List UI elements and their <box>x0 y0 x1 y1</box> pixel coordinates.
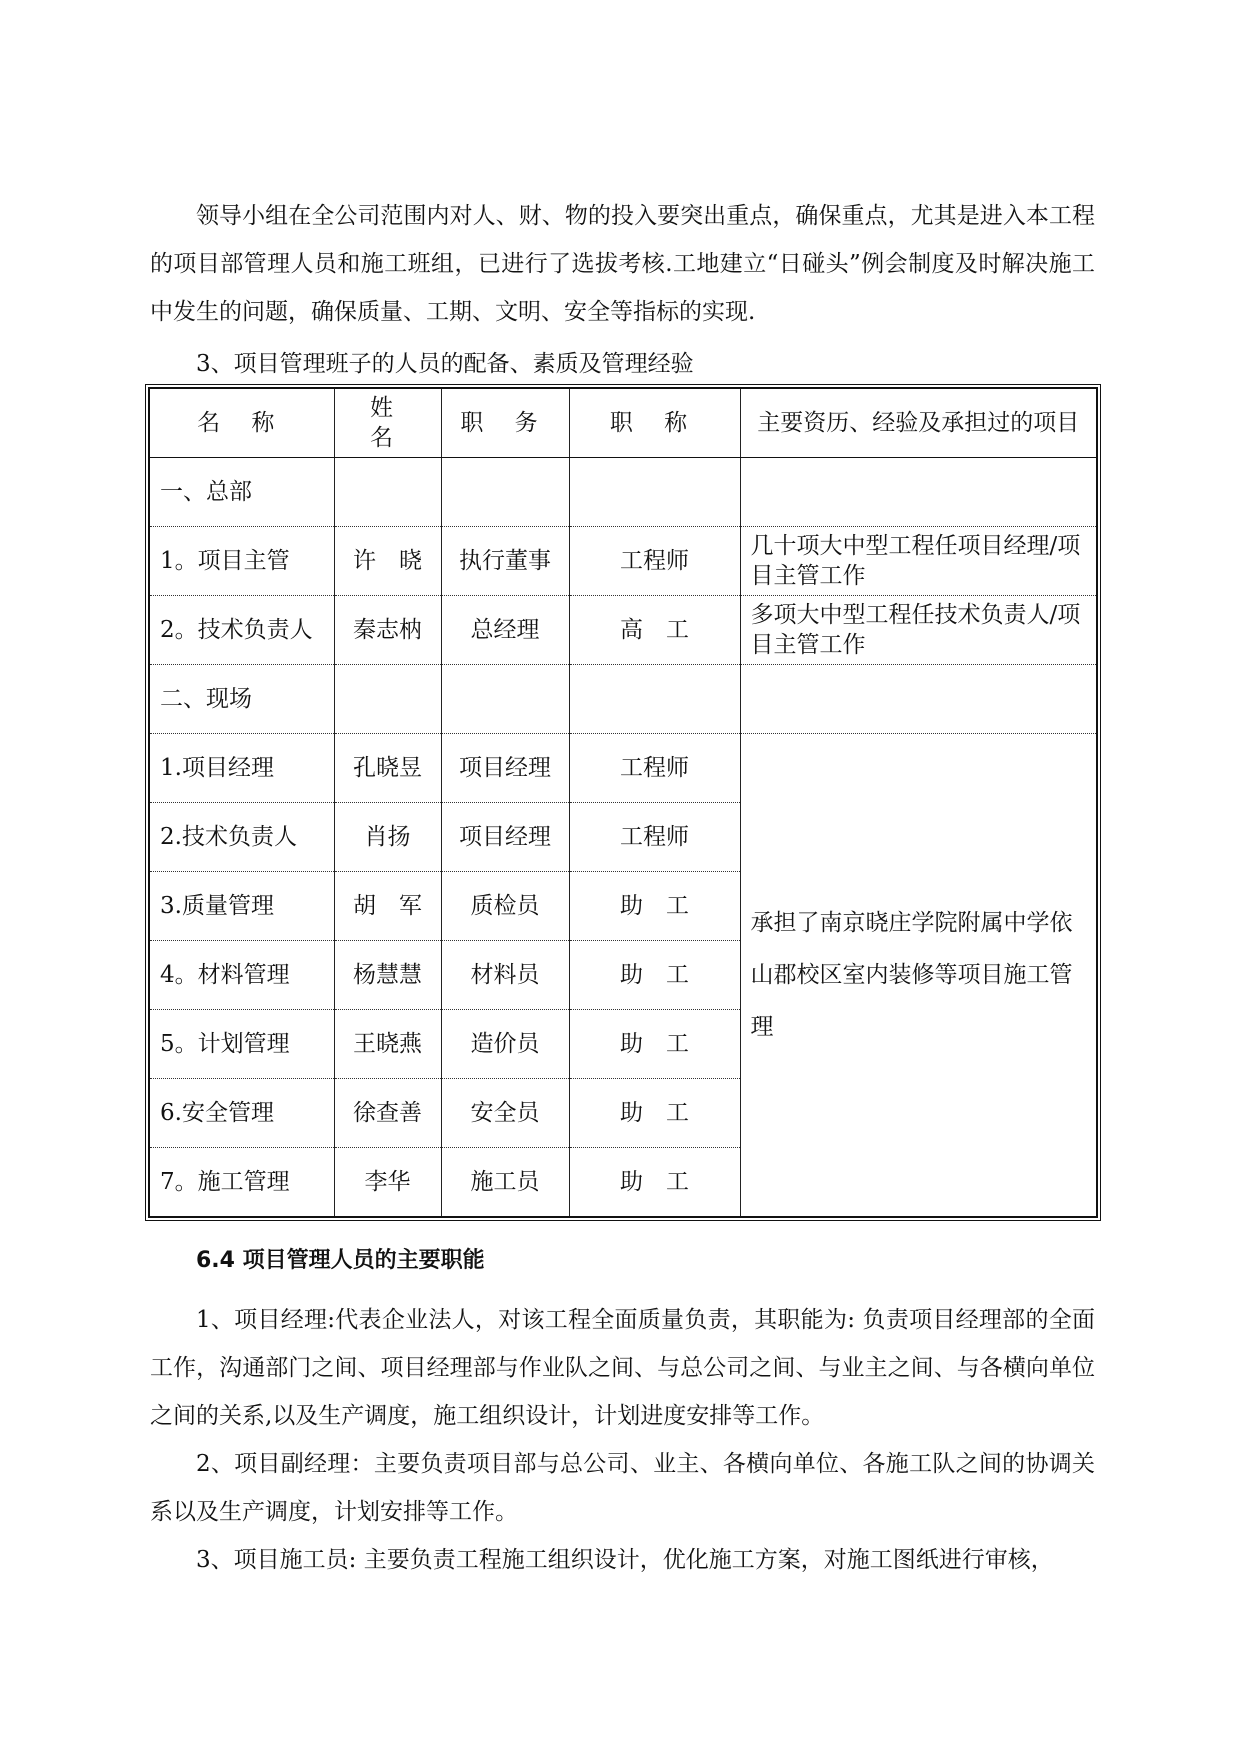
position-cell: 造价员 <box>441 1010 569 1079</box>
position-cell: 材料员 <box>441 941 569 1010</box>
site-experience-cell: 承担了南京晓庄学院附属中学依山郡校区室内装修等项目施工管理 <box>740 734 1097 1218</box>
table-row <box>149 665 1097 734</box>
title-cell: 工程师 <box>569 734 740 803</box>
role-cell: 1。项目主管 <box>149 527 334 596</box>
position-cell: 项目经理 <box>441 803 569 872</box>
title-cell: 工程师 <box>569 527 740 596</box>
header-title: 职 称 <box>569 388 740 458</box>
name-cell: 许 晓 <box>334 527 441 596</box>
name-cell: 杨慧慧 <box>334 941 441 1010</box>
table-header-row <box>149 388 1097 458</box>
title-cell: 助 工 <box>569 941 740 1010</box>
table-row <box>149 596 1097 665</box>
table-row <box>149 734 1097 803</box>
experience-cell: 几十项大中型工程任项目经理/项目主管工作 <box>740 527 1097 596</box>
title-cell: 工程师 <box>569 803 740 872</box>
position-cell: 施工员 <box>441 1148 569 1218</box>
section-hq-label: 一、总部 <box>149 458 334 527</box>
role-cell: 1.项目经理 <box>149 734 334 803</box>
header-role: 名 称 <box>149 388 334 458</box>
table-row <box>149 458 1097 527</box>
role-cell: 5。计划管理 <box>149 1010 334 1079</box>
position-cell: 安全员 <box>441 1079 569 1148</box>
header-position: 职 务 <box>441 388 569 458</box>
title-cell: 助 工 <box>569 1010 740 1079</box>
position-cell: 执行董事 <box>441 527 569 596</box>
duty-paragraph-project-manager: 1、项目经理:代表企业法人，对该工程全面质量负责，其职能为: 负责项目经理部的全面工作，沟通部门之间、项目经理部与作业队之间、与总公司之间、与业主之间、与各横向单位之间的关系,以及生产调度，施工组织设计，计划进度安排等工作。 <box>150 1307 1095 1429</box>
duty-paragraph-deputy-manager: 2、项目副经理：主要负责项目部与总公司、业主、各横向单位、各施工队之间的协调关系以及生产调度，计划安排等工作。 <box>150 1451 1095 1525</box>
intro-paragraph: 领导小组在全公司范围内对人、财、物的投入要突出重点，确保重点，尤其是进入本工程的项目部管理人员和施工班组，已进行了选拔考核.工地建立“日碰头”例会制度及时解决施工中发生的问题，确保质量、工期、文明、安全等指标的实现. <box>150 203 1095 325</box>
name-cell: 胡 军 <box>334 872 441 941</box>
position-cell: 质检员 <box>441 872 569 941</box>
staff-table <box>148 387 1098 1218</box>
name-cell: 肖扬 <box>334 803 441 872</box>
experience-cell: 多项大中型工程任技术负责人/项目主管工作 <box>740 596 1097 665</box>
role-cell: 3.质量管理 <box>149 872 334 941</box>
name-cell: 徐查善 <box>334 1079 441 1148</box>
name-cell: 孔晓昱 <box>334 734 441 803</box>
title-cell: 助 工 <box>569 1079 740 1148</box>
name-cell: 李华 <box>334 1148 441 1218</box>
section-site-label: 二、现场 <box>149 665 334 734</box>
table-caption: 3、项目管理班子的人员的配备、素质及管理经验 <box>196 351 694 377</box>
header-experience: 主要资历、经验及承担过的项目 <box>740 388 1097 458</box>
duty-paragraph-construction-officer: 3、项目施工员: 主要负责工程施工组织设计，优化施工方案，对施工图纸进行审核， <box>196 1547 1054 1573</box>
role-cell: 2。技术负责人 <box>149 596 334 665</box>
title-cell: 助 工 <box>569 872 740 941</box>
title-cell: 高 工 <box>569 596 740 665</box>
table-row <box>149 527 1097 596</box>
role-cell: 4。材料管理 <box>149 941 334 1010</box>
title-cell: 助 工 <box>569 1148 740 1218</box>
role-cell: 2.技术负责人 <box>149 803 334 872</box>
name-cell: 秦志枘 <box>334 596 441 665</box>
section-heading: 6.4 项目管理人员的主要职能 <box>196 1248 485 1273</box>
position-cell: 总经理 <box>441 596 569 665</box>
name-cell: 王晓燕 <box>334 1010 441 1079</box>
role-cell: 6.安全管理 <box>149 1079 334 1148</box>
role-cell: 7。施工管理 <box>149 1148 334 1218</box>
position-cell: 项目经理 <box>441 734 569 803</box>
header-name: 姓 名 <box>334 388 441 458</box>
